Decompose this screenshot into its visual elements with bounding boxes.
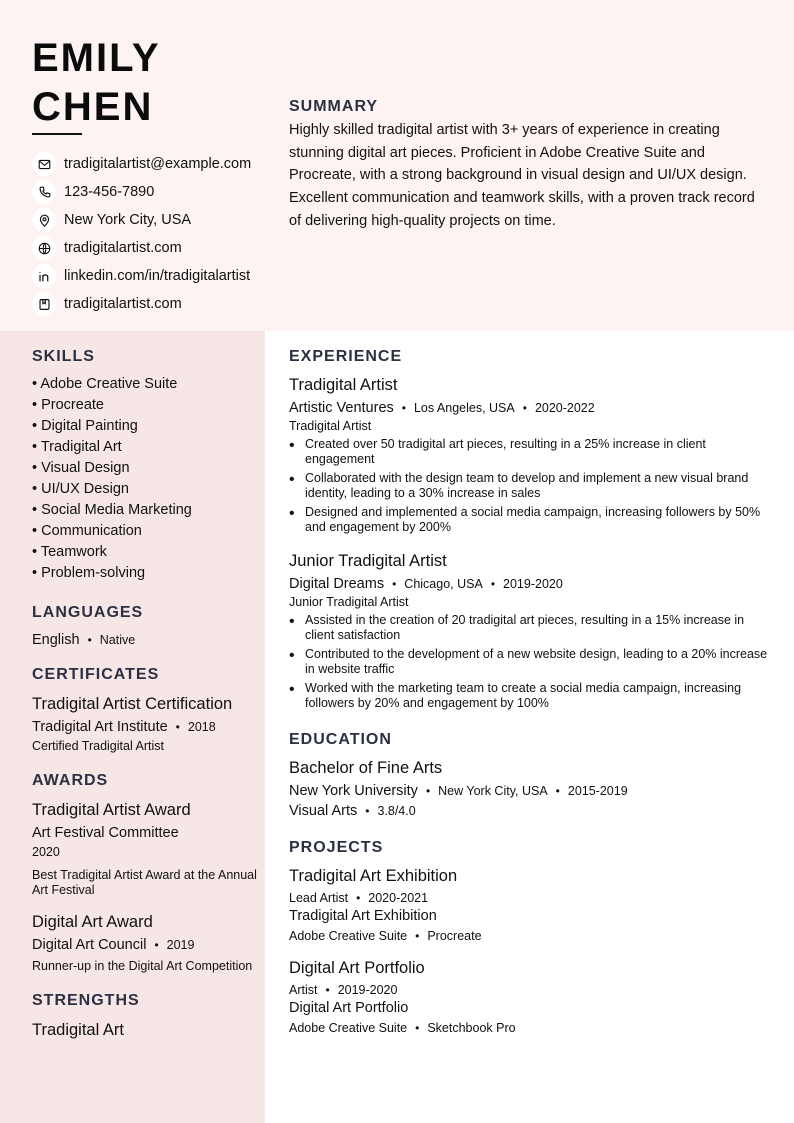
separator-dot: • bbox=[365, 804, 370, 818]
website-text: tradigitalartist.com bbox=[64, 240, 182, 256]
awards-heading: AWARDS bbox=[32, 772, 109, 789]
project-tools bbox=[289, 1021, 769, 1035]
separator-dot: • bbox=[87, 633, 92, 647]
project-tool: Adobe Creative Suite bbox=[289, 1021, 408, 1035]
linkedin-text: linkedin.com/in/tradigitalartist bbox=[64, 268, 251, 284]
job-bullet: • Contributed to the development of a new website design, leading to a 20% increase in website traffic bbox=[289, 647, 769, 677]
languages-heading: LANGUAGES bbox=[32, 604, 144, 621]
certificates-heading: CERTIFICATES bbox=[32, 666, 160, 683]
certificate-meta bbox=[32, 719, 257, 735]
skill-item: • Teamwork bbox=[32, 542, 257, 563]
job-dates: 2019-2020 bbox=[503, 577, 563, 591]
skill-item: • Social Media Marketing bbox=[32, 500, 257, 521]
contact-linkedin[interactable] bbox=[32, 262, 251, 290]
job-role: Junior Tradigital Artist bbox=[289, 595, 409, 609]
job-bullet: • Worked with the marketing team to create a social media campaign, increasing followers by 20% and engagement by 100% bbox=[289, 681, 769, 711]
separator-dot: • bbox=[415, 1021, 420, 1035]
project-subtitle: Tradigital Art Exhibition bbox=[289, 908, 437, 924]
separator-dot: • bbox=[154, 938, 159, 952]
separator-dot: • bbox=[401, 401, 406, 415]
award-name: Digital Art Award bbox=[32, 913, 153, 931]
job-bullets bbox=[289, 437, 769, 535]
award-item bbox=[32, 800, 257, 898]
award-issuer: Digital Art Council bbox=[32, 937, 147, 953]
education-field: Visual Arts bbox=[289, 803, 358, 819]
project-role: Lead Artist bbox=[289, 891, 349, 905]
project-meta bbox=[289, 891, 769, 905]
job-company: Artistic Ventures bbox=[289, 400, 394, 416]
job-role: Tradigital Artist bbox=[289, 419, 372, 433]
certificate-name: Tradigital Artist Certification bbox=[32, 695, 233, 713]
strengths-section bbox=[32, 992, 257, 1040]
education-dates: 2015-2019 bbox=[567, 784, 628, 798]
education-heading: EDUCATION bbox=[289, 731, 392, 748]
language-item bbox=[32, 632, 257, 648]
skill-item: • Tradigital Art bbox=[32, 437, 257, 458]
job-bullet: • Designed and implemented a social media campaign, increasing followers by 50% and engagement by 200% bbox=[289, 505, 769, 535]
contact-website[interactable] bbox=[32, 234, 251, 262]
project-name: Tradigital Art Exhibition bbox=[289, 867, 458, 885]
phone-icon bbox=[32, 180, 56, 204]
separator-dot: • bbox=[392, 577, 397, 591]
awards-section bbox=[32, 772, 257, 974]
project-role: Artist bbox=[289, 983, 318, 997]
job-entry bbox=[289, 551, 769, 711]
job-bullet: • Assisted in the creation of 20 tradigital art pieces, resulting in a 15% increase in client satisfaction bbox=[289, 613, 769, 643]
project-dates: 2020-2021 bbox=[368, 891, 429, 905]
skills-heading: SKILLS bbox=[32, 348, 95, 365]
candidate-name bbox=[32, 34, 161, 132]
contact-location bbox=[32, 206, 251, 234]
project-dates: 2019-2020 bbox=[337, 983, 398, 997]
job-meta bbox=[289, 400, 769, 416]
award-year: 2019 bbox=[166, 938, 195, 952]
contact-portfolio[interactable] bbox=[32, 290, 251, 318]
separator-dot: • bbox=[490, 577, 496, 591]
job-company: Digital Dreams bbox=[289, 576, 385, 592]
education-meta bbox=[289, 783, 769, 799]
job-entry bbox=[289, 375, 769, 535]
right-column bbox=[289, 348, 769, 1035]
certificate-issuer: Tradigital Art Institute bbox=[32, 719, 168, 735]
project-tool: Procreate bbox=[427, 929, 482, 943]
award-year: 2020 bbox=[32, 845, 60, 859]
separator-dot: • bbox=[415, 929, 420, 943]
language-name: English bbox=[32, 632, 80, 648]
education-school: New York University bbox=[289, 783, 418, 799]
certificates-section bbox=[32, 666, 257, 754]
skill-item: • UI/UX Design bbox=[32, 479, 257, 500]
education-location: New York City, USA bbox=[438, 784, 548, 798]
experience-heading: EXPERIENCE bbox=[289, 348, 403, 365]
first-name: EMILY bbox=[32, 36, 161, 80]
linkedin-icon bbox=[32, 264, 56, 288]
project-tool: Adobe Creative Suite bbox=[289, 929, 408, 943]
education-section bbox=[289, 731, 769, 819]
project-tools bbox=[289, 929, 769, 943]
job-meta bbox=[289, 576, 769, 592]
job-location: Los Angeles, USA bbox=[413, 401, 515, 415]
separator-dot: • bbox=[175, 720, 180, 734]
separator-dot: • bbox=[356, 891, 361, 905]
phone-text: 123-456-7890 bbox=[64, 184, 155, 200]
globe-icon bbox=[32, 236, 56, 260]
last-name: CHEN bbox=[32, 85, 154, 129]
education-degree: Bachelor of Fine Arts bbox=[289, 759, 443, 777]
job-title: Tradigital Artist bbox=[289, 376, 398, 394]
award-item bbox=[32, 912, 257, 974]
projects-heading: PROJECTS bbox=[289, 839, 384, 856]
skill-item: • Problem-solving bbox=[32, 563, 257, 584]
skill-item: • Adobe Creative Suite bbox=[32, 374, 257, 395]
strengths-heading: STRENGTHS bbox=[32, 992, 140, 1009]
email-text: tradigitalartist@example.com bbox=[64, 156, 252, 172]
job-title: Junior Tradigital Artist bbox=[289, 552, 447, 570]
projects-section bbox=[289, 839, 769, 1035]
separator-dot: • bbox=[325, 983, 330, 997]
job-bullet: • Collaborated with the design team to develop and implement a new visual brand identity, leading to a 30% increase in sales bbox=[289, 471, 769, 501]
location-text: New York City, USA bbox=[64, 212, 192, 228]
education-field-line bbox=[289, 803, 769, 819]
skill-item: • Communication bbox=[32, 521, 257, 542]
award-description: Best Tradigital Artist Award at the Annual Art Festival bbox=[32, 868, 257, 897]
project-name: Digital Art Portfolio bbox=[289, 959, 425, 977]
separator-dot: • bbox=[555, 784, 560, 798]
summary-heading: SUMMARY bbox=[289, 98, 379, 115]
skill-item: • Procreate bbox=[32, 395, 257, 416]
experience-section bbox=[289, 348, 769, 711]
mail-icon bbox=[32, 152, 56, 176]
project-entry bbox=[289, 866, 769, 943]
award-issuer: Art Festival Committee bbox=[32, 825, 179, 841]
skill-item: • Digital Painting bbox=[32, 416, 257, 437]
language-level: Native bbox=[99, 633, 136, 647]
job-location: Chicago, USA bbox=[404, 577, 483, 591]
skills-section bbox=[32, 348, 257, 584]
skills-list bbox=[32, 374, 257, 584]
left-column bbox=[32, 348, 257, 1040]
separator-dot: • bbox=[522, 401, 527, 415]
contact-email[interactable] bbox=[32, 150, 251, 178]
skill-item: • Visual Design bbox=[32, 458, 257, 479]
education-gpa: 3.8/4.0 bbox=[377, 804, 416, 818]
name-divider bbox=[32, 133, 82, 135]
job-bullets bbox=[289, 613, 769, 711]
job-dates: 2020-2022 bbox=[534, 401, 595, 415]
certificate-year: 2018 bbox=[187, 720, 216, 734]
project-subtitle: Digital Art Portfolio bbox=[289, 1000, 409, 1016]
contact-phone[interactable] bbox=[32, 178, 251, 206]
location-icon bbox=[32, 208, 56, 232]
summary-section bbox=[289, 98, 769, 233]
certificate-description: Certified Tradigital Artist bbox=[32, 739, 164, 753]
award-name: Tradigital Artist Award bbox=[32, 801, 191, 819]
summary-text: Highly skilled tradigital artist with 3+ years of experience in creating stunning digital art pieces. Proficient in Adobe Creative Suite and Procreate, with a strong background in visual design and UI/UX design. Excellent communication and teamwork skills, with a proven track record of delivering high-quality projects on time. bbox=[289, 122, 755, 229]
contact-list bbox=[32, 150, 251, 318]
separator-dot: • bbox=[425, 784, 431, 798]
project-entry bbox=[289, 958, 769, 1035]
portfolio-text: tradigitalartist.com bbox=[64, 296, 182, 312]
portfolio-icon bbox=[32, 292, 56, 316]
award-description: Runner-up in the Digital Art Competition bbox=[32, 959, 253, 973]
award-meta bbox=[32, 937, 257, 953]
project-tool: Sketchbook Pro bbox=[427, 1021, 516, 1035]
strength-item: Tradigital Art bbox=[32, 1021, 125, 1039]
job-bullet: • Created over 50 tradigital art pieces, resulting in a 25% increase in client engagement bbox=[289, 437, 769, 467]
project-meta bbox=[289, 983, 769, 997]
languages-section bbox=[32, 604, 257, 648]
